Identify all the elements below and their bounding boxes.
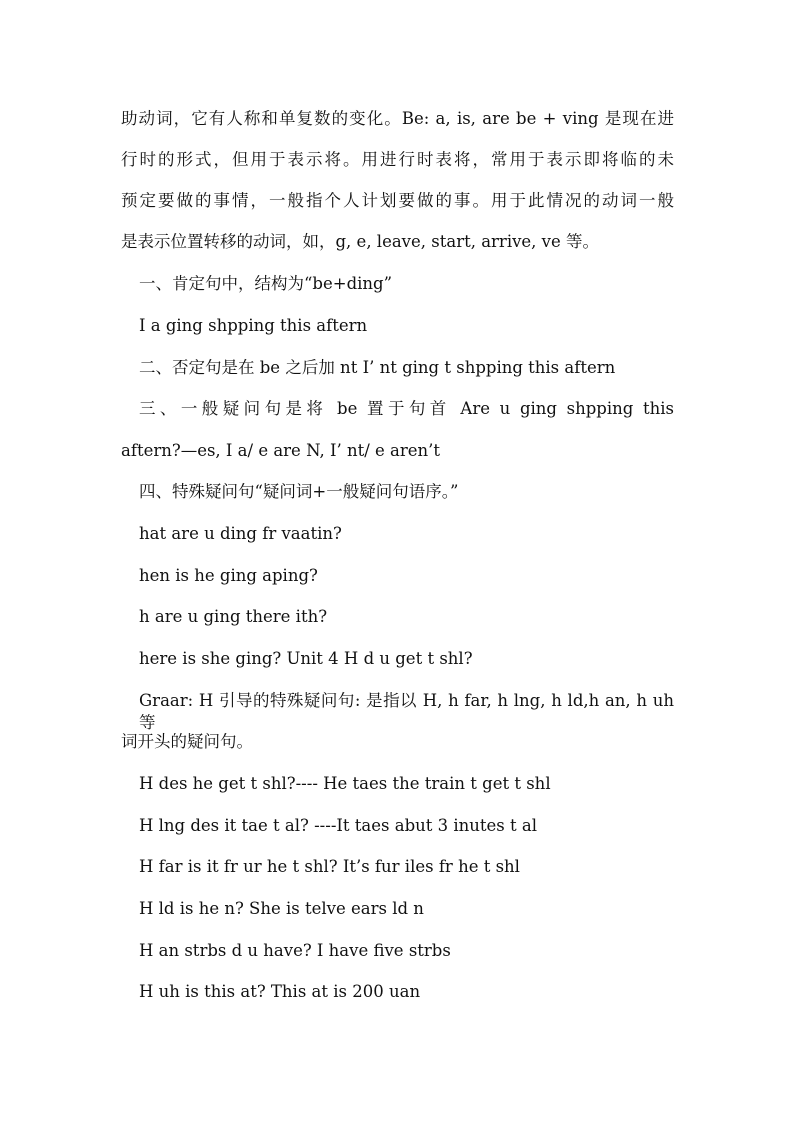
- example-line: I a ging shpping this aftern: [139, 316, 368, 335]
- example-line: h are u ging there ith?: [139, 607, 328, 626]
- section-heading-3: 三、一般疑问句是将 be 置于句首 Are u ging shpping this: [139, 399, 674, 418]
- example-line: hat are u ding fr vaatin?: [139, 524, 342, 543]
- paragraph-line-2: 行时的形式，但用于表示将。用进行时表将，常用于表示即将临的未: [121, 150, 674, 169]
- example-line: H lng des it tae t al? ----It taes abut 3 inutes t al: [139, 816, 538, 835]
- section-heading-1: 一、肯定句中，结构为“be+ding”: [139, 274, 393, 293]
- example-line: here is she ging? Unit 4 H d u get t shl?: [139, 649, 473, 668]
- grammar-line: Graar: H 引导的特殊疑问句: 是指以 H, h far, h lng, h ld,h an, h uh 等: [139, 691, 674, 732]
- section-heading-4: 四、特殊疑问句“疑问词+一般疑问句语序。”: [139, 482, 459, 501]
- grammar-line-cont: 词开头的疑问句。: [121, 732, 253, 751]
- example-line: H des he get t shl?---- He taes the train t get t shl: [139, 774, 551, 793]
- example-line: H an strbs d u have? I have five strbs: [139, 941, 451, 960]
- example-line: H far is it fr ur he t shl? It’s fur iles fr he t shl: [139, 857, 520, 876]
- paragraph-line-1: 助动词，它有人称和单复数的变化。Be: a, is, are be + ving 是现在进: [121, 109, 674, 128]
- paragraph-line-4: 是表示位置转移的动词，如，g, e, leave, start, arrive, ve 等。: [121, 232, 600, 251]
- example-line: hen is he ging aping?: [139, 566, 318, 585]
- paragraph-line-3: 预定要做的事情，一般指个人计划要做的事。用于此情况的动词一般: [121, 191, 674, 210]
- example-line: H ld is he n? She is telve ears ld n: [139, 899, 424, 918]
- example-line: H uh is this at? This at is 200 uan: [139, 982, 421, 1001]
- section-heading-2: 二、否定句是在 be 之后加 nt I’ nt ging t shpping this aftern: [139, 358, 616, 377]
- example-line: aftern?—es, I a/ e are N, I’ nt/ e aren’t: [121, 441, 441, 460]
